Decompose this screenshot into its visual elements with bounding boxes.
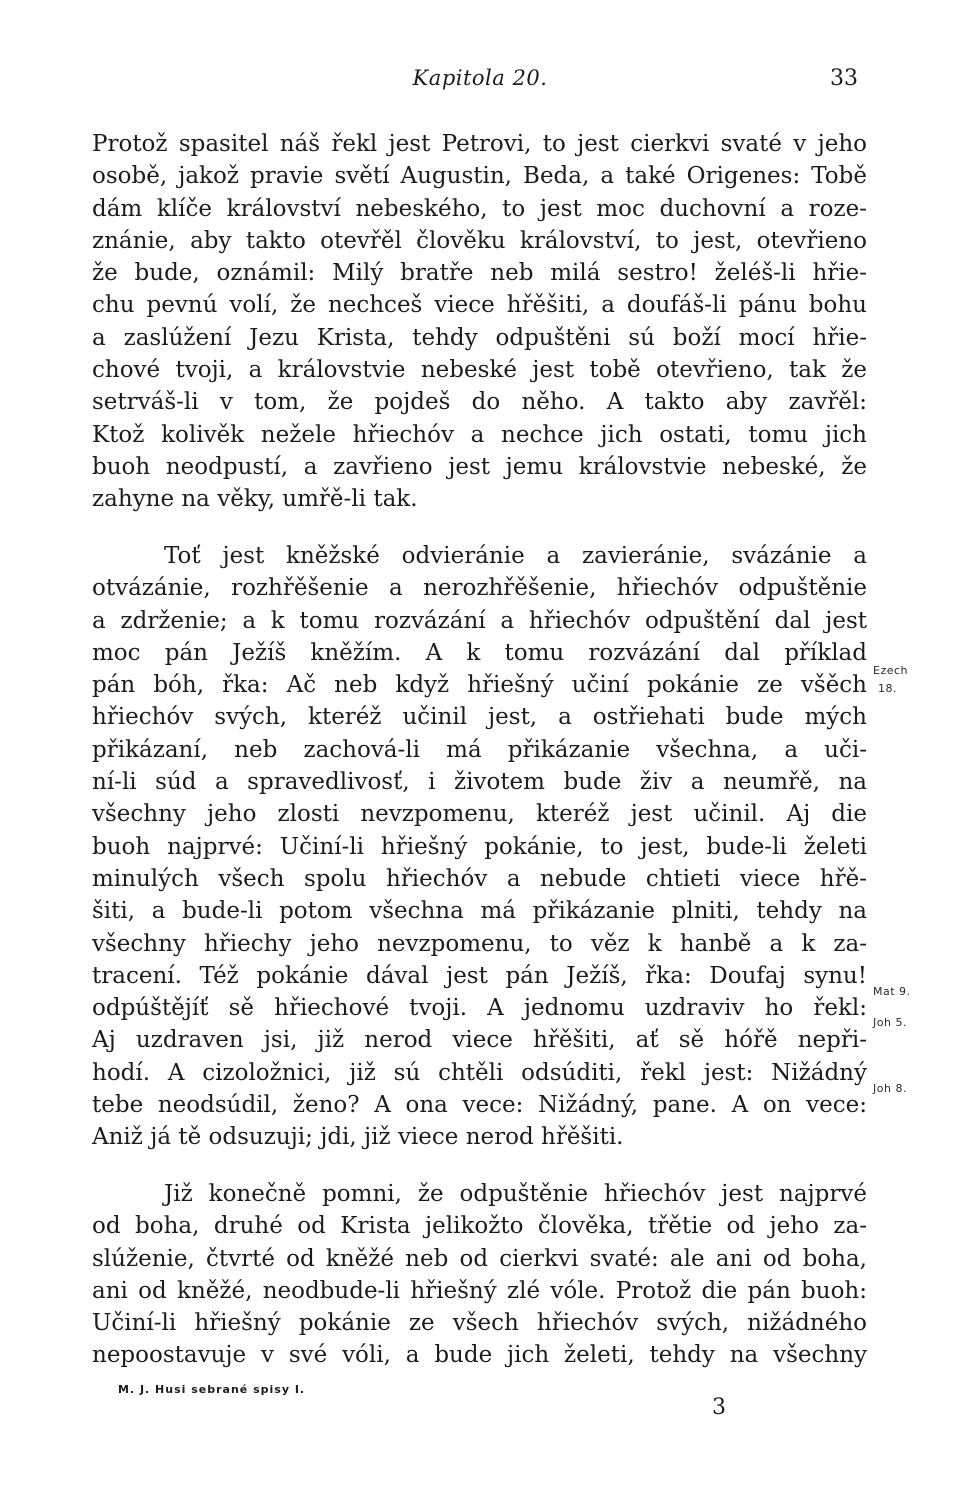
text-line: tebe neodsúdil, ženo? A ona vece: Nižádný, pane. A on vece: [92,1092,867,1119]
text-line: Ktož kolivěk nežele hřiechóv a nechce jich ostati, tomu jich [92,421,867,448]
text-line: Již konečně pomni, že odpuštěnie hřiechóv jest najprvé [164,1181,867,1207]
text-line: chu pevnú volí, že nechceš viece hřěšiti, a doufáš-li pánu bohu [92,292,867,319]
margin-note-mat: Mat 9. [873,985,911,998]
text-line: setrváš-li v tom, že pojdeš do něho. A takto aby zavřěl: [92,389,867,416]
text-line: otvázánie, rozhřěšenie a nerozhřěšenie, hřiechóv odpuštěnie [92,575,867,602]
text-line: chové tvoji, a královstvie nebeské jest tobě otevřieno, tak že [92,357,867,384]
margin-note-joh-5: Joh 5. [873,1016,907,1029]
text-line: Protož spasitel náš řekl jest Petrovi, to jest cierkvi svaté v jeho [92,131,867,157]
paragraph-3 [92,1178,867,1372]
text-line: Aniž já tě odsuzuji; jdi, již viece nerod hřěšiti. [92,1124,624,1151]
text-line: všechny jeho zlosti nevzpomenu, kteréž jest učinil. Aj die [92,801,867,828]
text-line: pán bóh, řka: Ač neb když hřiešný učiní pokánie ze všěch [92,672,867,699]
text-line: všechny hřiechy jeho nevzpomenu, to věz k hanbě a k za- [92,930,867,957]
text-line: hřiechóv svých, kteréž učinil jest, a ostřiehati bude mých [92,704,867,731]
text-line: že bude, oznámil: Milý bratře neb milá sestro! želéš-li hřie- [92,260,867,287]
margin-note-ezech: Ezech [873,664,909,677]
text-line: nepoostavuje v své vóli, a bude jich želeti, tehdy na všechny [92,1342,867,1369]
text-line: znánie, aby takto otevřěl člověku království, to jest, otevřieno [92,227,867,254]
text-line: Toť jest kněžské odvieránie a zavieránie, svázánie a [164,543,867,569]
text-line: dám klíče království nebeského, to jest moc duchovní a roze- [92,195,867,222]
margin-note-joh-8: Joh 8. [873,1082,907,1095]
text-line: buoh najprvé: Učiní-li hřiešný pokánie, to jest, bude-li želeti [92,833,867,860]
signature-mark: 3 [712,1395,726,1420]
running-title: Kapitola 20. [412,66,548,90]
margin-note-ezech-chapter: 18. [878,682,897,695]
text-line: a zdrženie; a k tomu rozvázání a hřiechóv odpuštění dal jest [92,607,867,634]
text-line: zahyne na věky, umřě-li tak. [92,486,418,513]
text-line: moc pán Ježíš kněžím. A k tomu rozvázání dal příklad [92,639,867,666]
text-line: ní-li súd a spravedlivosť, i životem bude živ a neumřě, na [92,769,867,796]
text-line: minulých všech spolu hřiechóv a nebude chtieti viece hřě- [92,865,867,892]
text-line: tracení. Též pokánie dával jest pán Ježíš, řka: Doufaj synu! [92,962,867,989]
page-number: 33 [830,66,858,91]
paragraph-2 [92,540,867,1154]
text-line: Učiní-li hřiešný pokánie ze všech hřiechóv svých, nižádného [92,1310,867,1337]
text-line: odpúštějíť sě hřiechové tvoji. A jednomu uzdraviv ho řekl: [92,995,867,1022]
text-line: slúženie, čtvrté od kněžé neb od cierkvi svaté: ale ani od boha, [92,1245,867,1272]
text-line: šiti, a bude-li potom všechna má přikázanie plniti, tehdy na [92,898,867,925]
text-line: přikázaní, neb zachová-li má přikázanie všechna, a uči- [92,736,867,763]
paragraph-1 [92,128,867,516]
text-line: hodí. A cizoložnici, již sú chtěli odsúditi, řekl jest: Nižádný [92,1059,867,1086]
text-line: od boha, druhé od Krista jelikožto člověka, třětie od jeho za- [92,1213,867,1240]
footer-series-title: M. J. Husi sebrané spisy I. [118,1383,306,1396]
text-line: a zaslúžení Jezu Krista, tehdy odpuštěni sú boží mocí hřie- [92,324,867,351]
text-line: buoh neodpustí, a zavřieno jest jemu královstvie nebeské, že [92,453,867,480]
text-line: Aj uzdraven jsi, již nerod viece hřěšiti, ať sě hóřě nepři- [92,1027,867,1054]
text-line: osobě, jakož pravie světí Augustin, Beda, a také Origenes: Tobě [92,163,867,190]
text-line: ani od kněžé, neodbude-li hřiešný zlé vóle. Protož die pán buoh: [92,1277,867,1304]
